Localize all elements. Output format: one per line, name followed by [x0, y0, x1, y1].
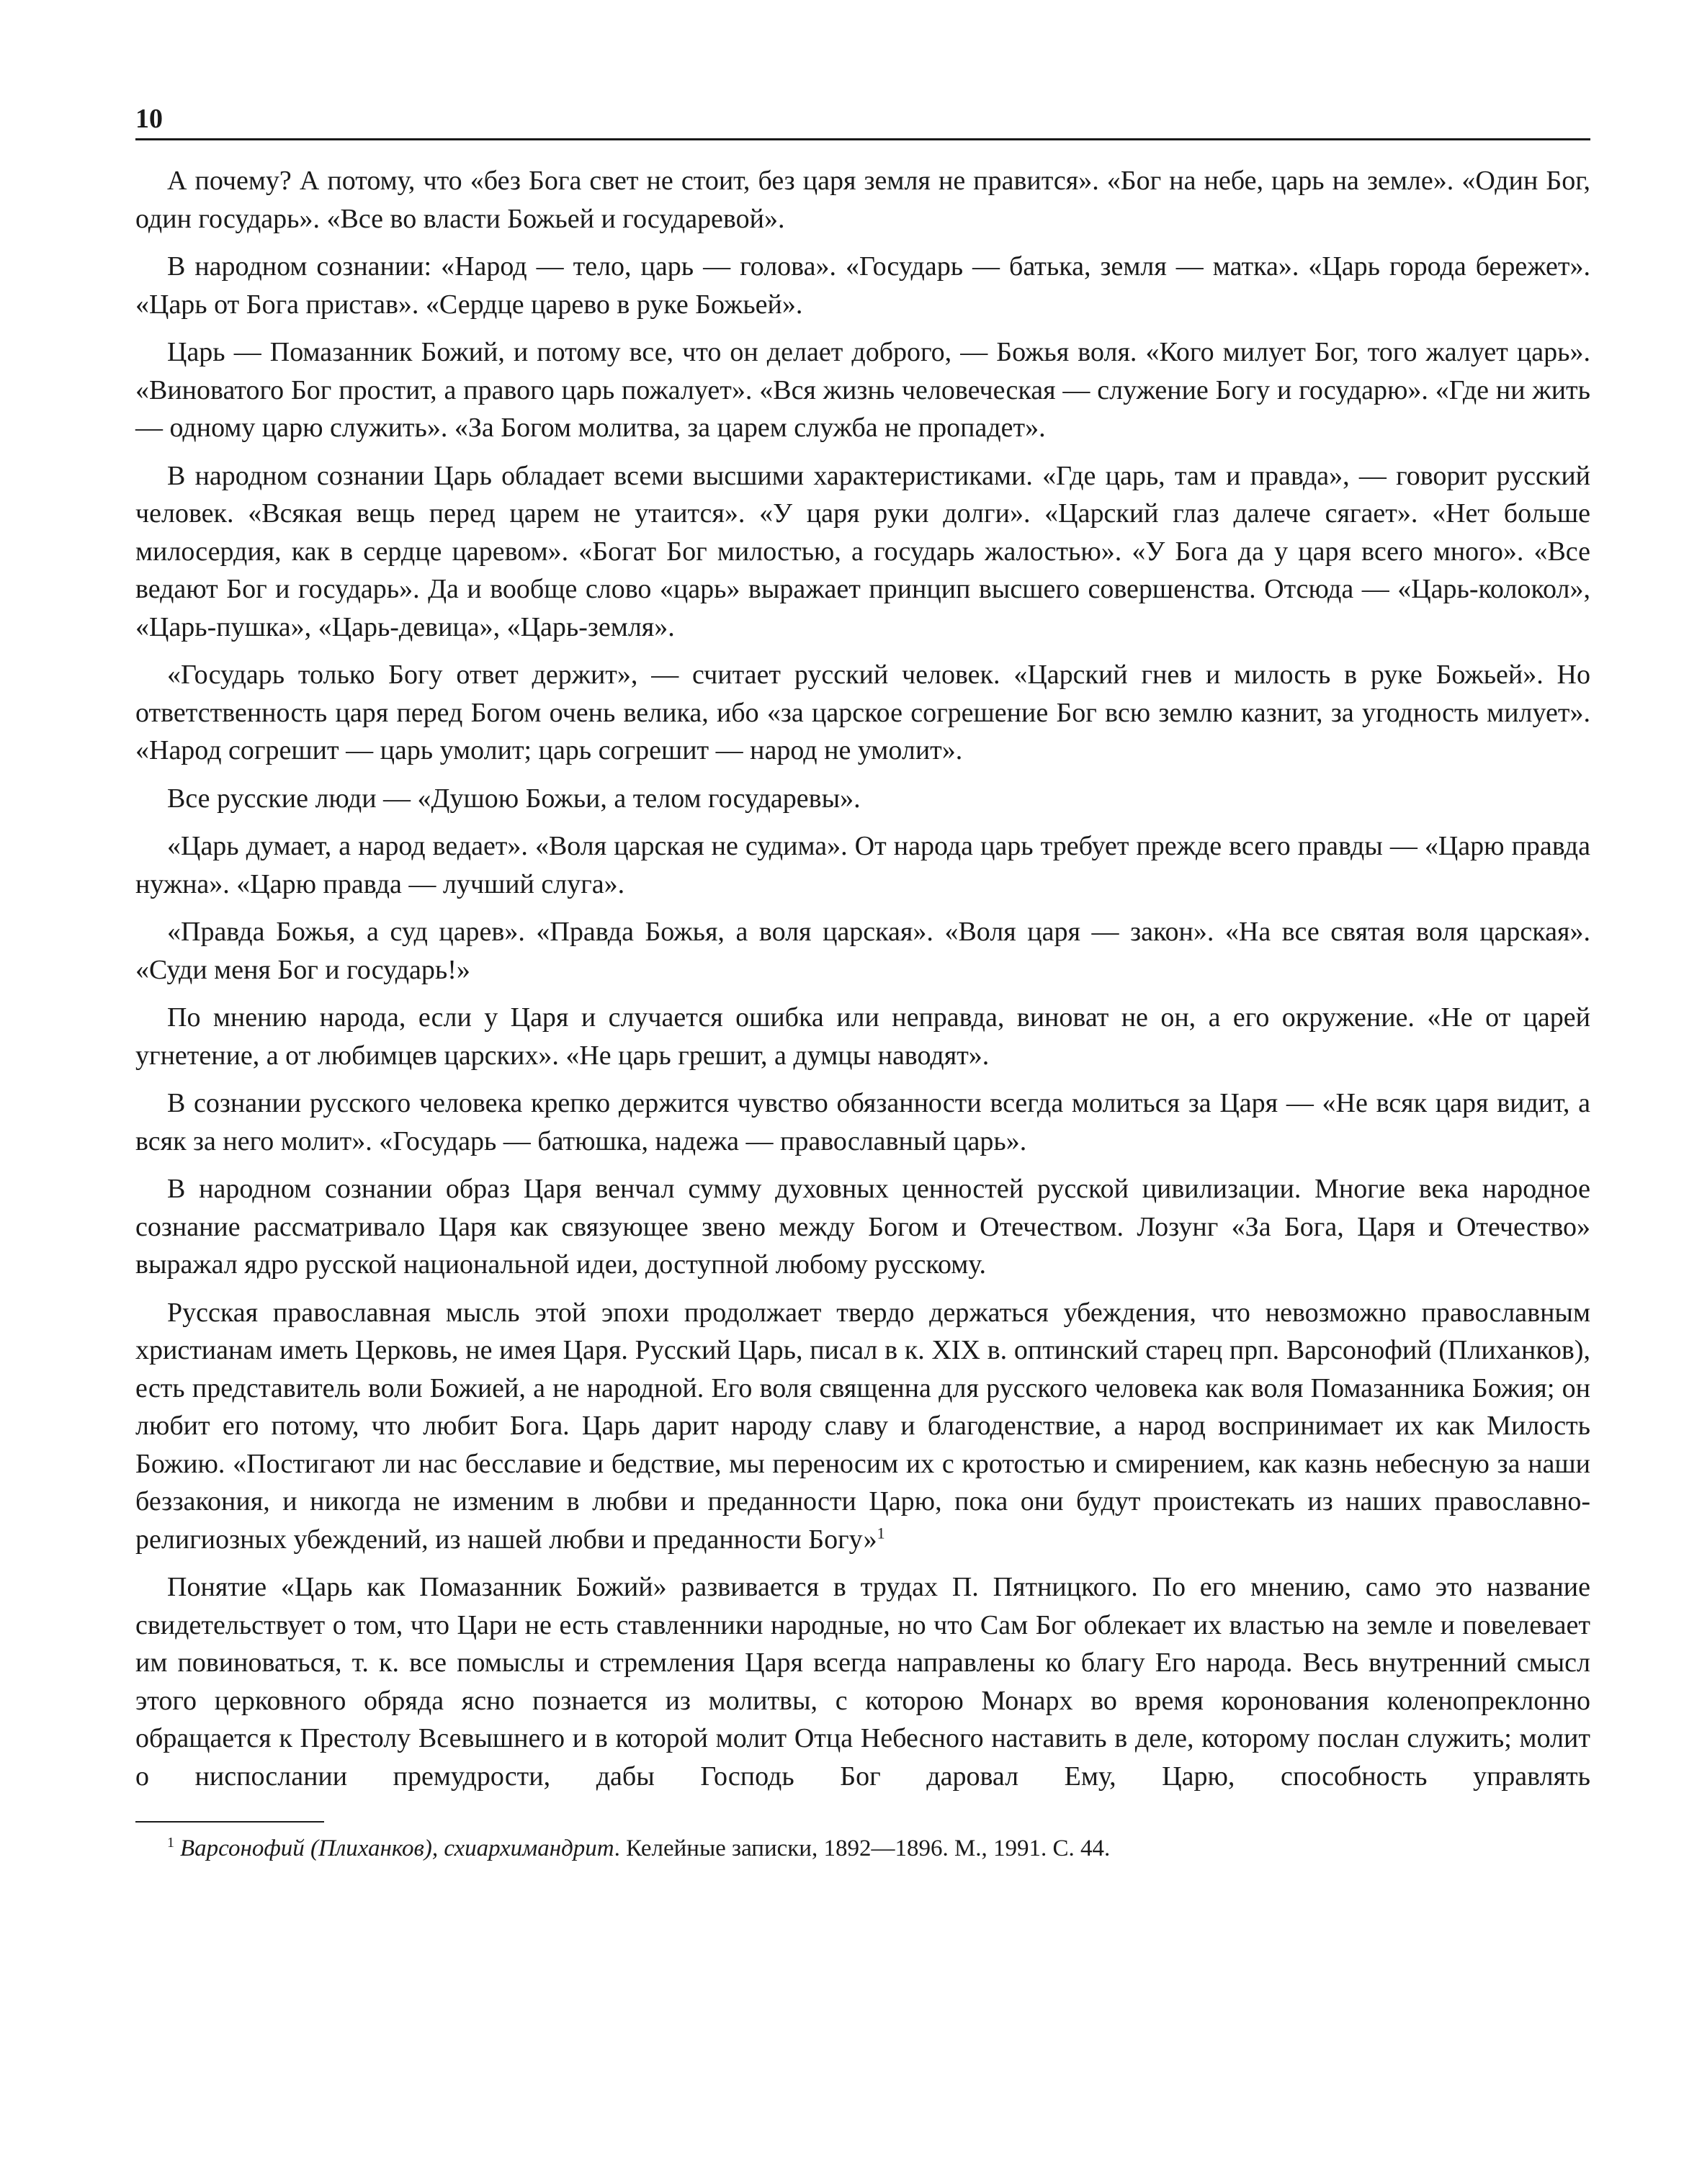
paragraph: Царь — Помазанник Божий, и потому все, что он делает доброго, — Божья воля. «Кого милует Бог, того жалует царь». «Виноватого Бог простит, а правого царь пожалует». «Вся жизнь человеческая — служение Богу и государю». «Где ни жить — одному царю служить». «За Богом молитва, за царем служба не пропадет». — [135, 337, 1590, 443]
paragraph: В сознании русского человека крепко держится чувство обязанности всегда молиться за Царя — «Не всяк царя видит, а всяк за него молит». «Государь — батюшка, надежа — православный царь». — [135, 1088, 1590, 1156]
page-number: 10 — [135, 104, 163, 134]
paragraph: А почему? А потому, что «без Бога свет не стоит, без царя земля не правится». «Бог на небе, царь на земле». «Один Бог, один государь». «Все во власти Божьей и государевой». — [135, 166, 1590, 234]
footnote-reference[interactable]: 1 — [877, 1523, 885, 1542]
paragraph: В народном сознании образ Царя венчал сумму духовных ценностей русской цивилизации. Многие века народное сознание рассматривало Царя как связующее звено между Богом и Отечеством. Лозунг «За Бога, Царя и Отечество» выражал ядро русской национальной идеи, доступной любому русскому. — [135, 1174, 1590, 1280]
paragraph-text: Русская православная мысль этой эпохи продолжает твердо держаться убеждения, что невозможно православным христианам иметь Церковь, не имея Царя. Русский Царь, писал в к. XIX в. оптинский старец прп. Варсонофий (Плиханков), есть представитель воли Божией, а не народной. Его воля священна для русского человека как воля Помазанника Божия; он любит его потому, что любит Бога. Царь дарит народу славу и благоденствие, а народ воспринимает их как Милость Божию. «Постигают ли нас бесславие и бедствие, мы переносим их с кротостью и смирением, как казнь небесную за наши беззакония, и никогда не изменим в любви и преданности Царю, пока они будут проистекать из наших православно-религиозных убеждений, из нашей любви и преданности Богу» — [135, 1297, 1590, 1555]
document-page — [135, 101, 1590, 1864]
footnote-divider — [135, 1821, 324, 1823]
paragraph: Понятие «Царь как Помазанник Божий» развивается в трудах П. Пятницкого. По его мнению, само это название свидетельствует о том, что Цари не есть ставленники народные, но что Сам Бог облекает их властью на земле и повелевает им повиноваться, т. к. все помыслы и стремления Царя всегда направлены ко благу Его народа. Весь внутренний смысл этого церковного обряда ясно познается из молитвы, с которою Монарх во время коронования коленопреклонно обращается к Престолу Всевышнего и в которой молит Отца Небесного наставить в деле, которому послан служить; молит о ниспослании премудрости, дабы Господь Бог даровал Ему, Царю, способность управлять — [135, 1572, 1590, 1792]
footnote-mark: 1 — [167, 1835, 174, 1851]
paragraph: Все русские люди — «Душою Божьи, а телом государевы». — [167, 783, 861, 814]
body-text — [135, 162, 1590, 1795]
footnote-author: Варсонофий (Плиханков), схиархимандрит — [180, 1835, 614, 1861]
paragraph: В народном сознании Царь обладает всеми высшими характеристиками. «Где царь, там и правда», — говорит русский человек. «Всякая вещь перед царем не утаится». «У царя руки долги». «Царский глаз далече сягает». «Нет больше милосердия, как в сердце царевом». «Богат Бог милостью, а государь жалостью». «У Бога да у царя всего много». «Все ведают Бог и государь». Да и вообще слово «царь» выражает принцип высшего совершенства. Отсюда — «Царь-колокол», «Царь-пушка», «Царь-девица», «Царь-земля». — [135, 460, 1590, 642]
footnote — [135, 1833, 1590, 1864]
paragraph: «Государь только Богу ответ держит», — считает русский человек. «Царский гнев и милость в руке Божьей». Но ответственность царя перед Богом очень велика, ибо «за царское согрешение Бог всю землю казнит, за угодность милует». «Народ согрешит — царь умолит; царь согрешит — народ не умолит». — [135, 660, 1590, 765]
paragraph: «Царь думает, а народ ведает». «Воля царская не судима». От народа царь требует прежде всего правды — «Царю правда нужна». «Царю правда — лучший слуга». — [135, 831, 1590, 899]
page-header — [135, 101, 1590, 140]
paragraph: «Правда Божья, а суд царев». «Правда Божья, а воля царская». «Воля царя — закон». «На все святая воля царская». «Суди меня Бог и государь!» — [135, 917, 1590, 985]
footnote-text: . Келейные записки, 1892—1896. М., 1991. С. 44. — [614, 1835, 1111, 1861]
paragraph: По мнению народа, если у Царя и случается ошибка или неправда, виноват не он, а его окружение. «Не от царей угнетение, а от любимцев царских». «Не царь грешит, а думцы наводят». — [135, 1002, 1590, 1071]
paragraph-with-footnote — [135, 1294, 1590, 1569]
paragraph: В народном сознании: «Народ — тело, царь — голова». «Государь — батька, земля — матка». «Царь города бережет». «Царь от Бога пристав». «Сердце царево в руке Божьей». — [135, 251, 1590, 320]
